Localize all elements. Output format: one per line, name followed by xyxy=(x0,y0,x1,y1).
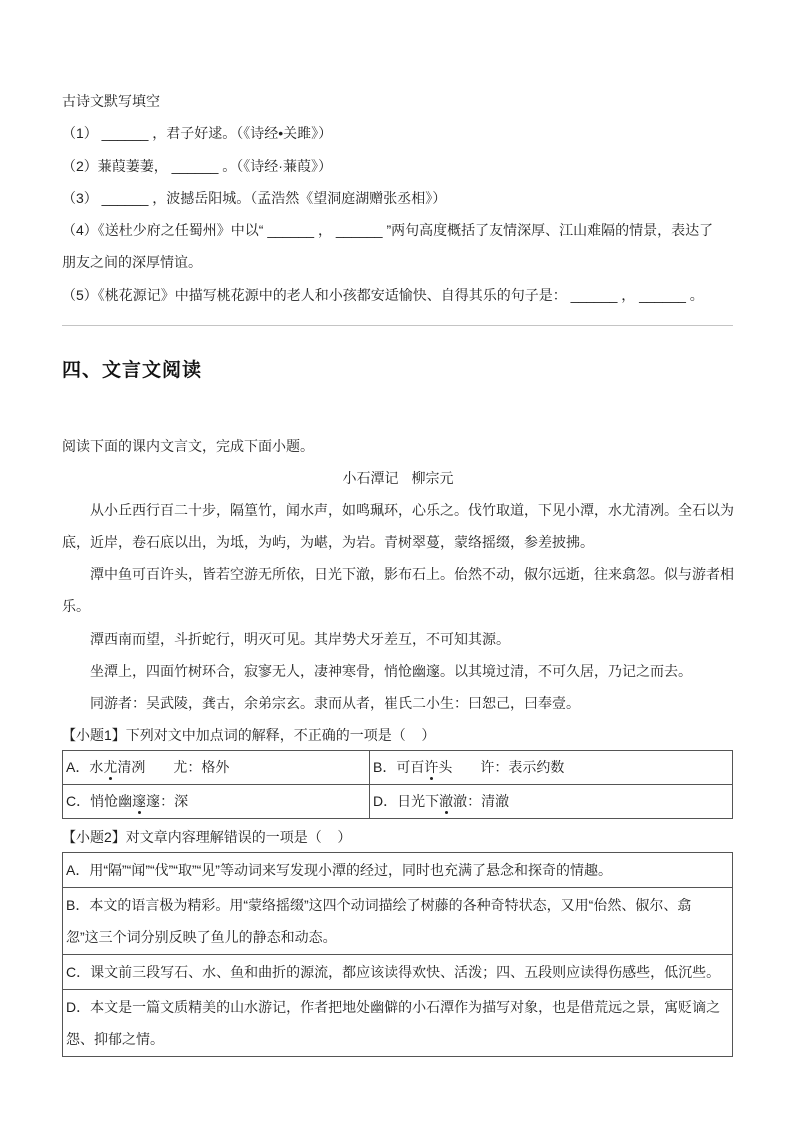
question2-title: 【小题2】对文章内容理解错误的一项是（ ） xyxy=(62,829,352,845)
option-explanation: 邃：深 xyxy=(146,793,189,809)
dotted-character: 澈 xyxy=(439,793,454,809)
passage-line: 潭中鱼可百许头，皆若空游无所依，日光下澈，影布石上。佁然不动，俶尔远逝，往来翕忽。似与游者相 xyxy=(90,566,734,583)
option-line: C．课文前三段写石、水、鱼和曲折的源流，都应该读得欢快、活泼；四、五段则应读得伤感些，低沉些。 xyxy=(66,964,721,980)
fill-item-4-continued: 朋友之间的深厚情谊。 xyxy=(62,254,202,271)
option-explanation: 尤：格外 xyxy=(173,759,230,775)
option-line: B．本文的语言极为精彩。用“蒙络摇缀”这四个动词描绘了树藤的各种奇特状态，又用“佁然、俶尔、翕 xyxy=(66,897,692,913)
passage-title: 小石潭记 xyxy=(342,470,399,487)
passage-author: 柳宗元 xyxy=(411,470,454,487)
option-line: A．用“隔”“闻”“伐”“取”“见”等动词来写发现小潭的经过，同时也充满了悬念和探奇的情趣。 xyxy=(66,862,612,878)
reading-section xyxy=(62,430,734,751)
option-phrase-end: 头 xyxy=(438,759,453,775)
passage-paragraph xyxy=(62,558,734,622)
fill-section-title: 古诗文默写填空 xyxy=(62,93,160,109)
option-explanation: 澈：清澈 xyxy=(453,793,510,809)
question1-option-a xyxy=(63,751,370,785)
section-heading: 四、文言文阅读 xyxy=(62,360,203,381)
question1-option-b xyxy=(370,751,733,785)
passage-paragraph xyxy=(62,655,734,687)
dotted-character: 邃 xyxy=(132,793,147,809)
passage-paragraph xyxy=(62,494,734,558)
passage-line: 坐潭上，四面竹树环合，寂寥无人，凄神寒骨，悄怆幽邃。以其境过清，不可久居，乃记之而去。 xyxy=(90,662,692,679)
fill-item-2: （2）蒹葭萋萋， ______ 。（《诗经·蒹葭》） xyxy=(62,157,332,174)
question2-option-b xyxy=(63,888,733,955)
option-phrase-start: B．可百 xyxy=(373,759,425,775)
passage-line: 底，近岸，卷石底以出，为坻，为屿，为嵁，为岩。青树翠蔓，蒙络摇缀，参差披拂。 xyxy=(62,534,594,551)
option-phrase-start: A．水 xyxy=(66,759,104,775)
option-phrase-start: C．悄怆幽 xyxy=(66,793,133,809)
question1-options-table xyxy=(62,750,733,819)
fill-item-5: （5）《桃花源记》中描写桃花源中的老人和小孩都安适愉快、自得其乐的句子是： ______ ， ______ 。 xyxy=(62,286,704,303)
fill-item-3: （3） ______ ，波撼岳阳城。（孟浩然《望洞庭湖赠张丞相》） xyxy=(62,189,447,206)
question1-option-c xyxy=(63,785,370,819)
passage-line: 从小丘西行百二十步，隔篁竹，闻水声，如鸣珮环，心乐之。伐竹取道，下见小潭，水尤清冽。全石以为 xyxy=(90,502,734,519)
option-line: 忽”这三个词分别反映了鱼儿的静态和动态。 xyxy=(66,929,337,945)
option-explanation: 许：表示约数 xyxy=(480,759,565,775)
section-divider xyxy=(62,325,733,326)
dotted-character: 许 xyxy=(424,759,439,775)
passage-line: 乐。 xyxy=(62,598,90,615)
fill-item-1: （1） ______ ，君子好逑。（《诗经•关雎》） xyxy=(62,125,333,142)
fill-item-4: （4）《送杜少府之任蜀州》中以“ ______ ， ______ ”两句高度概括了友情深厚、江山难隔的情景，表达了 xyxy=(62,222,714,239)
question2-option-c xyxy=(63,955,733,990)
passage-line: 同游者：吴武陵，龚古，余弟宗玄。隶而从者，崔氏二小生：曰恕己，曰奉壹。 xyxy=(90,694,580,711)
option-line: D．本文是一篇文质精美的山水游记，作者把地处幽僻的小石潭作为描写对象，也是借荒远之景，寓贬谪之 xyxy=(66,999,721,1015)
passage-title-line xyxy=(62,462,734,494)
passage-paragraph xyxy=(62,687,734,719)
question2-options-table xyxy=(62,852,733,1057)
poem-fill-section xyxy=(62,85,734,311)
question2-option-d xyxy=(63,990,733,1057)
passage-line: 潭西南而望，斗折蛇行，明灭可见。其岸势犬牙差互，不可知其源。 xyxy=(90,630,510,647)
question1-title: 【小题1】下列对文中加点词的解释，不正确的一项是（ ） xyxy=(62,726,436,743)
option-phrase-end: 清冽 xyxy=(117,759,146,775)
question1-option-d xyxy=(370,785,733,819)
passage-paragraph xyxy=(62,623,734,655)
dotted-character: 尤 xyxy=(103,759,118,775)
option-phrase-start: D．日光下 xyxy=(373,793,440,809)
question2-option-a xyxy=(63,853,733,888)
reading-intro: 阅读下面的课内文言文，完成下面小题。 xyxy=(62,438,314,454)
option-line: 怨、抑郁之情。 xyxy=(66,1031,164,1047)
